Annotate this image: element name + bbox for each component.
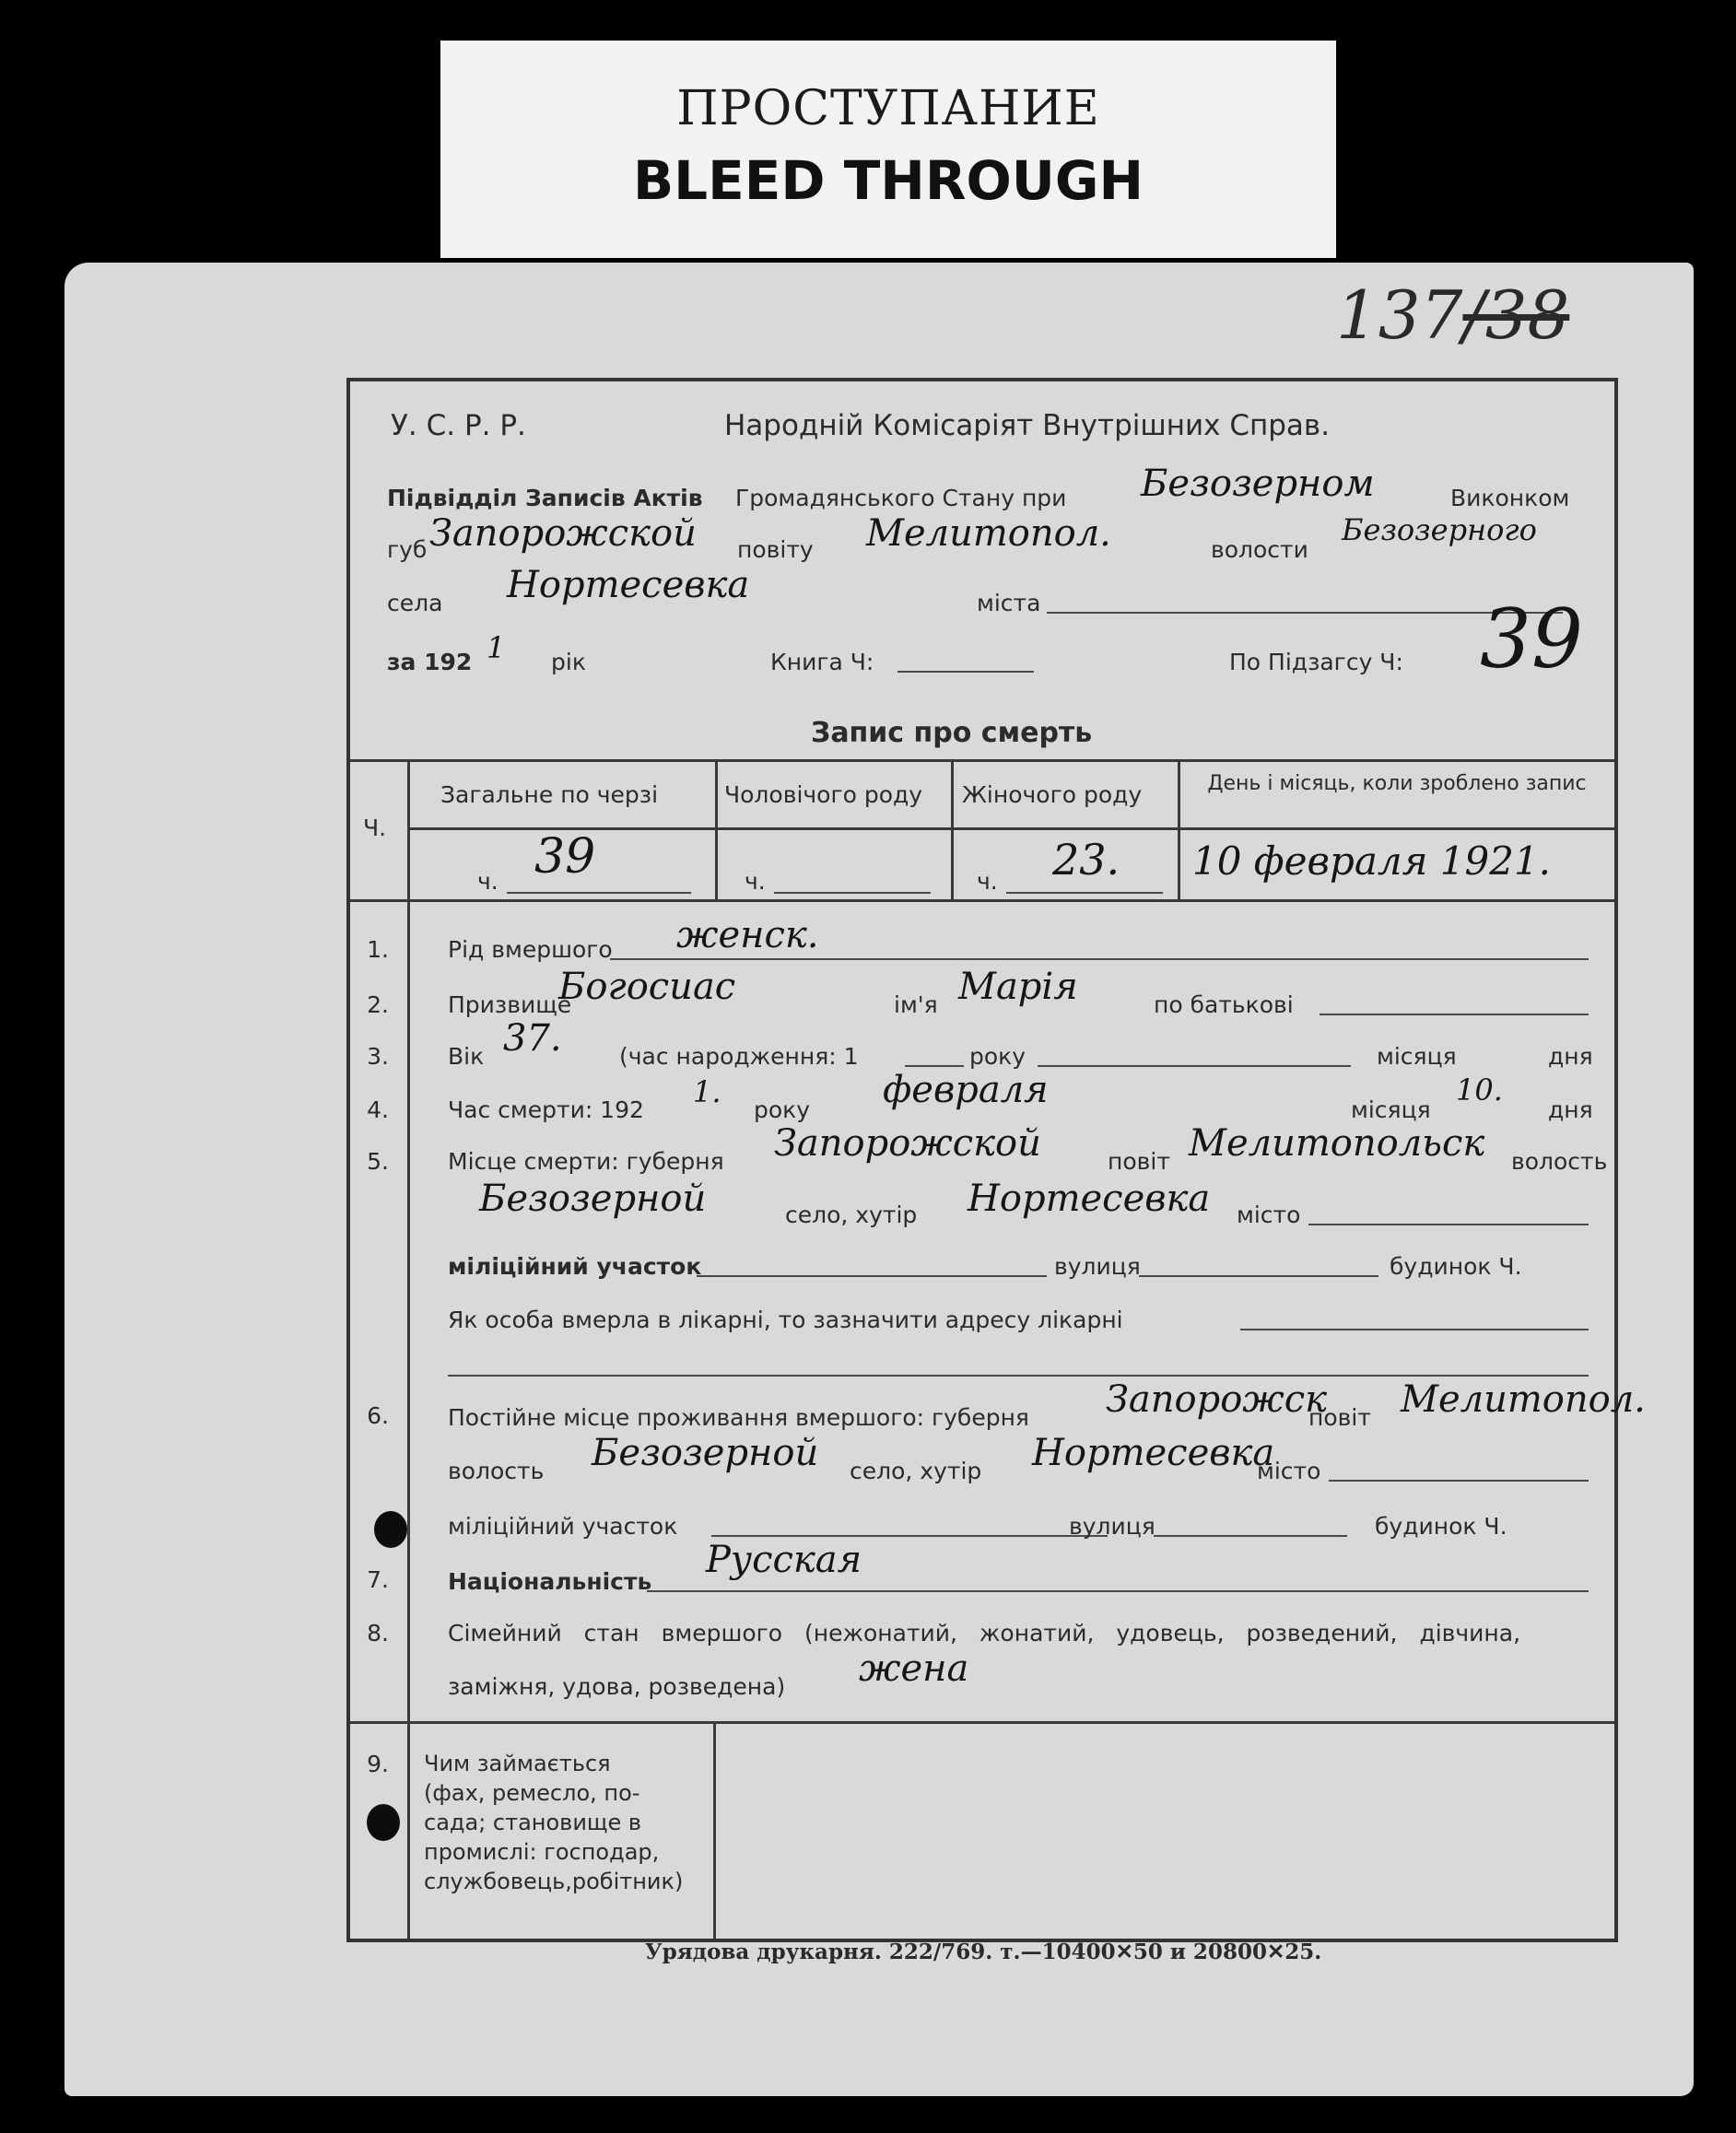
office-council-handwritten: Безозерном xyxy=(1141,463,1375,505)
povit-handwritten: Мелитопол. xyxy=(866,512,1111,555)
row-number-2: 2. xyxy=(367,991,389,1018)
counts-female-line xyxy=(1006,892,1163,894)
occupation-top-rule xyxy=(350,1721,1614,1724)
surname-label: Призвище xyxy=(448,991,572,1018)
occupation-line-2: (фах, ремесло, по- xyxy=(424,1780,640,1806)
counts-female-prefix: ч. xyxy=(977,868,998,895)
year-handwritten: 1 xyxy=(487,630,506,665)
patronymic-label: по батькові xyxy=(1154,991,1294,1018)
death-place-gubernia-handwritten: Запорожской xyxy=(774,1122,1041,1165)
counts-female-header: Жіночого роду xyxy=(962,781,1143,808)
death-place-militia-line xyxy=(697,1275,1047,1277)
birth-year-label: (час народження: 1 xyxy=(619,1043,859,1070)
age-label: Вік xyxy=(448,1043,485,1070)
first-name-handwritten: Марія xyxy=(958,966,1078,1008)
counts-ch-label: Ч. xyxy=(363,815,387,841)
residence-gubernia-handwritten: Запорожск xyxy=(1106,1378,1328,1421)
header-commissariat: Народній Комісаріят Внутрішних Справ. xyxy=(724,409,1331,442)
selo-label: села xyxy=(387,590,443,616)
deceased-sex-handwritten: женск. xyxy=(676,914,819,956)
residence-house-label: будинок Ч. xyxy=(1375,1513,1507,1540)
death-place-village-label: село, хутір xyxy=(785,1201,918,1228)
birth-year-line xyxy=(905,1065,964,1067)
residence-povit-handwritten: Мелитопол. xyxy=(1401,1378,1646,1421)
row-number-5: 5. xyxy=(367,1148,389,1175)
counts-total-line xyxy=(507,892,691,894)
residence-militia-line xyxy=(711,1535,1108,1537)
occupation-line-5: службовець,робітник) xyxy=(424,1869,684,1894)
death-place-street-line xyxy=(1139,1275,1378,1277)
death-month-label: місяця xyxy=(1351,1096,1431,1123)
residence-povit-label: повіт xyxy=(1308,1404,1371,1431)
occupation-line-1: Чим займається xyxy=(424,1751,611,1776)
counts-date-value: 10 февраля 1921. xyxy=(1192,838,1552,884)
death-place-povit-label: повіт xyxy=(1108,1148,1170,1175)
death-place-volost-handwritten: Безозерной xyxy=(479,1178,707,1220)
residence-city-line xyxy=(1329,1480,1589,1482)
deceased-sex-line xyxy=(610,958,1589,960)
office-council-label: Виконком xyxy=(1450,485,1570,511)
archive-number-current: 137 xyxy=(1336,276,1463,354)
volost-handwritten: Безозерного xyxy=(1342,512,1537,547)
povit-label: повіту xyxy=(737,536,814,563)
nationality-label: Національність xyxy=(448,1568,652,1595)
gubernia-label: губ xyxy=(387,536,428,563)
label-russian: ПРОСТУПАНИЕ xyxy=(676,81,1100,136)
office-subdivision-label: Підвідділ Записів Актів xyxy=(387,485,703,511)
form-title: Запис про смерть xyxy=(811,717,1093,749)
counts-total-header: Загальне по черзі xyxy=(440,781,659,808)
nationality-handwritten: Русская xyxy=(706,1539,862,1581)
death-place-povit-handwritten: Мелитопольск xyxy=(1189,1122,1485,1165)
age-handwritten: 37. xyxy=(503,1017,562,1060)
death-place-house-label: будинок Ч. xyxy=(1390,1253,1522,1280)
birth-year-suffix: року xyxy=(969,1043,1026,1070)
row-number-7: 7. xyxy=(367,1566,389,1593)
residence-city-label: місто xyxy=(1257,1458,1321,1484)
counts-female-value: 23. xyxy=(1052,835,1120,885)
marital-status-handwritten: жена xyxy=(859,1647,969,1690)
occupation-line-4: промислі: господар, xyxy=(424,1839,660,1865)
death-record-form xyxy=(346,378,1646,1942)
occupation-line-3: сада; становище в xyxy=(424,1810,642,1835)
archive-number-struck: /38 xyxy=(1462,276,1570,354)
counts-date-header: День і місяць, коли зроблено запис xyxy=(1207,772,1587,795)
residence-gubernia-label: Постійне місце проживання вмершого: губерня xyxy=(448,1404,1029,1431)
death-place-city-label: місто xyxy=(1237,1201,1301,1228)
death-place-gubernia-label: Місце смерти: губерня xyxy=(448,1148,724,1175)
residence-village-label: село, хутір xyxy=(850,1458,982,1484)
hospital-address-label: Як особа вмерла в лікарні, то зазначити адресу лікарні xyxy=(448,1307,1123,1333)
row-number-9: 9. xyxy=(367,1751,389,1777)
surname-handwritten: Богосиас xyxy=(558,966,736,1008)
counts-total-prefix: ч. xyxy=(477,868,499,895)
selo-handwritten: Нортесевка xyxy=(507,564,750,606)
residence-militia-label: міліційний участок xyxy=(448,1513,678,1540)
office-civil-status-label: Громадянського Стану при xyxy=(735,485,1067,511)
residence-village-handwritten: Нортесевка xyxy=(1032,1432,1275,1474)
marital-status-label-cont: заміжня, удова, розведена) xyxy=(448,1673,786,1700)
counts-male-prefix: ч. xyxy=(745,868,766,895)
marital-status-label: Сімейний стан вмершого (нежонатий, жонатий, удовець, розведений, дівчина, xyxy=(448,1620,1521,1647)
residence-street-label: вулиця xyxy=(1069,1513,1155,1540)
death-year-handwritten: 1. xyxy=(693,1074,721,1109)
birth-month-label: місяця xyxy=(1377,1043,1457,1070)
hospital-address-line xyxy=(1240,1329,1589,1330)
death-place-militia-label: міліційний участок xyxy=(448,1253,702,1280)
death-month-handwritten: февраля xyxy=(883,1069,1049,1111)
row-number-8: 8. xyxy=(367,1620,389,1647)
gubernia-handwritten: Запорожской xyxy=(429,512,697,555)
year-label: за 192 xyxy=(387,649,473,675)
row-number-3: 3. xyxy=(367,1043,389,1070)
row-number-1: 1. xyxy=(367,936,389,963)
death-day-handwritten: 10. xyxy=(1456,1072,1503,1108)
first-name-label: ім'я xyxy=(894,991,938,1018)
death-day-label: дня xyxy=(1548,1096,1593,1123)
patronymic-line xyxy=(1320,1014,1589,1015)
bleed-through-label xyxy=(440,41,1336,258)
book-blank-line xyxy=(897,671,1034,673)
counts-top-rule xyxy=(350,759,1614,762)
misto-label: міста xyxy=(977,590,1041,616)
death-time-label: Час смерти: 192 xyxy=(448,1096,644,1123)
occupation-divider xyxy=(713,1721,716,1939)
nationality-line xyxy=(647,1590,1589,1592)
label-english: BLEED THROUGH xyxy=(632,149,1144,212)
death-place-volost-label: волость xyxy=(1511,1148,1608,1175)
archive-number xyxy=(1336,276,1569,354)
death-place-village-handwritten: Нортесевка xyxy=(968,1178,1211,1220)
death-year-label: року xyxy=(754,1096,811,1123)
header-ussr: У. С. Р. Р. xyxy=(391,409,526,442)
deceased-sex-label: Рід вмершого xyxy=(448,936,613,963)
death-place-street-label: вулиця xyxy=(1054,1253,1141,1280)
death-place-city-line xyxy=(1308,1224,1589,1225)
subbook-handwritten: 39 xyxy=(1480,592,1583,686)
row-number-column-divider xyxy=(407,899,410,1939)
residence-street-line xyxy=(1154,1535,1347,1537)
printer-footer: Урядова друкарня. 222/769. т.—10400✕50 и 20800✕25. xyxy=(645,1940,1322,1964)
row-number-4: 4. xyxy=(367,1096,389,1123)
counts-male-line xyxy=(774,892,931,894)
subbook-label: По Підзагсу Ч: xyxy=(1229,649,1403,675)
birth-month-line xyxy=(1038,1065,1351,1067)
book-label: Книга Ч: xyxy=(770,649,874,675)
birth-day-label: дня xyxy=(1548,1043,1593,1070)
counts-bottom-rule xyxy=(350,899,1614,902)
year-rik-label: рік xyxy=(551,649,586,675)
volost-label: волости xyxy=(1211,536,1308,563)
counts-total-value: 39 xyxy=(534,829,596,885)
residence-volost-handwritten: Безозерной xyxy=(592,1432,819,1474)
hospital-address-line-2 xyxy=(448,1375,1589,1377)
row-number-6: 6. xyxy=(367,1402,389,1429)
residence-volost-label: волость xyxy=(448,1458,545,1484)
counts-male-header: Чоловічого роду xyxy=(724,781,923,808)
